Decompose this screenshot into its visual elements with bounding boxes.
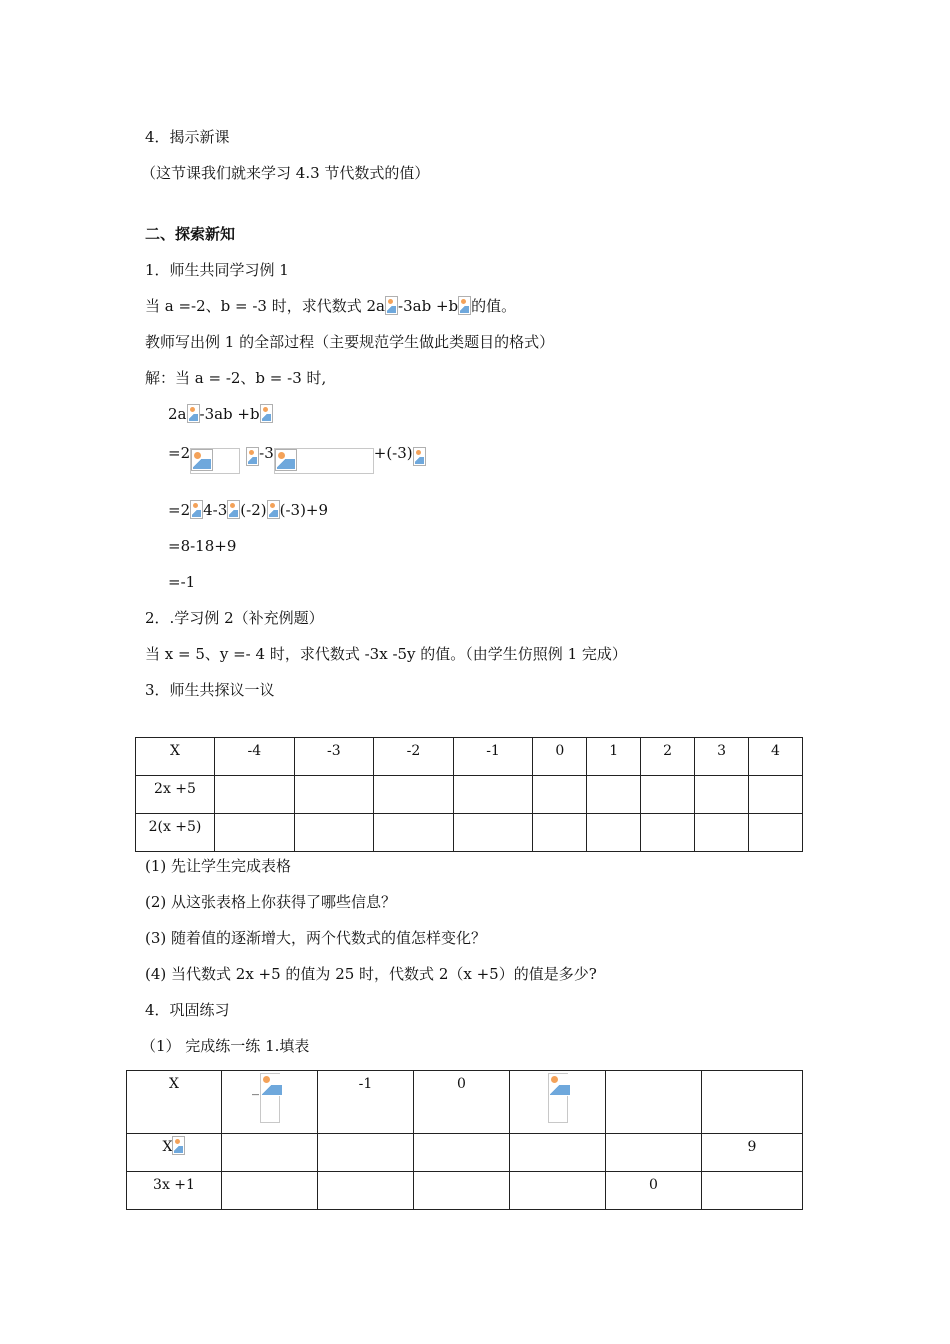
example1-question	[145, 296, 516, 316]
solution-step-3	[168, 500, 328, 520]
table-cell: -1	[318, 1071, 414, 1134]
formula-frame	[274, 448, 374, 474]
table-cell	[533, 776, 587, 814]
table-cell	[453, 776, 533, 814]
step2-a: =2	[168, 444, 191, 462]
formula-image-icon	[227, 500, 240, 519]
fraction-frame	[548, 1073, 568, 1123]
table-header-cell: -1	[453, 738, 533, 776]
practice-subheading: （1） 完成练一练 1.填表	[141, 1037, 310, 1055]
formula-image-icon	[385, 296, 398, 315]
table-header-cell: 4	[749, 738, 803, 776]
formula-image-icon	[172, 1136, 185, 1155]
table-cell	[695, 776, 749, 814]
table-cell	[749, 776, 803, 814]
minus-sign: _	[252, 1080, 259, 1096]
solution-step-4: =8-18+9	[168, 537, 237, 555]
value-table	[135, 737, 803, 852]
solution-step-1	[168, 404, 273, 424]
step2-b: -3	[259, 444, 274, 462]
row-label: X	[127, 1071, 222, 1134]
formula-image-icon	[246, 447, 259, 466]
table-row	[127, 1172, 803, 1210]
formula-image-icon	[261, 1074, 283, 1096]
step3-b: 4-3	[203, 501, 228, 519]
table-header-cell: -2	[374, 738, 454, 776]
teacher-note: 教师写出例 1 的全部过程（主要规范学生做此类题目的格式）	[145, 333, 555, 351]
formula-image-icon	[191, 449, 213, 471]
solution-intro: 解：当 a = -2、b = -3 时,	[145, 369, 327, 387]
table-cell	[215, 776, 295, 814]
table-cell	[606, 1134, 702, 1172]
table-cell	[222, 1172, 318, 1210]
table-cell	[587, 776, 641, 814]
q-part-c: 的值。	[471, 297, 517, 315]
formula-image-icon	[187, 404, 200, 423]
solution-step-2	[168, 441, 426, 474]
table-header-cell: 0	[533, 738, 587, 776]
table-cell	[702, 1071, 803, 1134]
table-cell	[294, 776, 374, 814]
table-header-cell: -4	[215, 738, 295, 776]
step3-a: =2	[168, 501, 191, 519]
table-row	[136, 776, 803, 814]
discussion-heading: 3．师生共探议一议	[145, 681, 275, 699]
formula-image-icon	[413, 447, 426, 466]
formula-image-icon	[260, 404, 273, 423]
table-header-cell: 1	[587, 738, 641, 776]
fraction-frame	[260, 1073, 280, 1123]
formula-image-icon	[275, 449, 297, 471]
section-title: 二、探索新知	[145, 225, 236, 243]
table-cell	[587, 814, 641, 852]
table-cell	[533, 814, 587, 852]
intro-desc: （这节课我们就来学习 4.3 节代数式的值）	[141, 164, 430, 182]
table-cell	[695, 814, 749, 852]
table-cell	[641, 814, 695, 852]
table-cell	[510, 1071, 606, 1134]
example1-heading: 1．师生共同学习例 1	[145, 261, 289, 279]
table-row	[127, 1134, 803, 1172]
table-cell	[641, 776, 695, 814]
q-part-a: 当 a =-2、b = -3 时，求代数式 2a	[145, 297, 386, 315]
table-cell	[318, 1172, 414, 1210]
table-cell	[414, 1134, 510, 1172]
table-row	[136, 814, 803, 852]
table-cell	[374, 776, 454, 814]
table-header-cell: -3	[294, 738, 374, 776]
table-cell	[414, 1172, 510, 1210]
table-cell	[215, 814, 295, 852]
table-cell	[222, 1134, 318, 1172]
formula-image-icon	[190, 500, 203, 519]
row-label	[127, 1134, 222, 1172]
row-label: 3x +1	[127, 1172, 222, 1210]
row-label: 2(x +5)	[136, 814, 215, 852]
table-cell: 0	[606, 1172, 702, 1210]
question-2: (2) 从这张表格上你获得了哪些信息？	[145, 893, 397, 911]
table-cell	[749, 814, 803, 852]
practice-heading: 4．巩固练习	[145, 1001, 230, 1019]
table-cell: 0	[414, 1071, 510, 1134]
table-header-cell: 3	[695, 738, 749, 776]
example2-heading: 2．.学习例 2（补充例题）	[145, 609, 324, 627]
table-cell	[294, 814, 374, 852]
step3-c: (-2)	[240, 501, 267, 519]
table-header-cell: X	[136, 738, 215, 776]
row-label: 2x +5	[136, 776, 215, 814]
step1-b: -3ab +b	[199, 405, 260, 423]
q-part-b: -3ab +b	[398, 297, 459, 315]
table-cell	[453, 814, 533, 852]
formula-image-icon	[458, 296, 471, 315]
intro-heading: 4．揭示新课	[145, 128, 230, 146]
table-cell	[222, 1071, 318, 1134]
table-cell	[510, 1134, 606, 1172]
step1-a: 2a	[168, 405, 187, 423]
question-3: (3) 随着值的逐渐增大，两个代数式的值怎样变化？	[145, 929, 487, 947]
step2-c: +(-3)	[373, 444, 413, 462]
table-header-cell: 2	[641, 738, 695, 776]
practice-table	[126, 1070, 803, 1210]
formula-frame	[190, 448, 240, 474]
formula-image-icon	[267, 500, 280, 519]
table-cell	[318, 1134, 414, 1172]
row-label-text: X	[162, 1139, 173, 1155]
formula-image-icon	[549, 1074, 571, 1096]
table-row	[127, 1071, 803, 1134]
solution-step-5: =-1	[168, 573, 196, 591]
step3-d: (-3)+9	[279, 501, 329, 519]
question-4: (4) 当代数式 2x +5 的值为 25 时，代数式 2（x +5）的值是多少?	[145, 965, 597, 983]
table-cell: 9	[702, 1134, 803, 1172]
table-cell	[374, 814, 454, 852]
example2-question: 当 x = 5、y =- 4 时，求代数式 -3x -5y 的值。（由学生仿照例 1 完成）	[145, 645, 627, 663]
question-1: (1) 先让学生完成表格	[145, 857, 292, 875]
table-cell	[510, 1172, 606, 1210]
table-row	[136, 738, 803, 776]
table-cell	[702, 1172, 803, 1210]
table-cell	[606, 1071, 702, 1134]
